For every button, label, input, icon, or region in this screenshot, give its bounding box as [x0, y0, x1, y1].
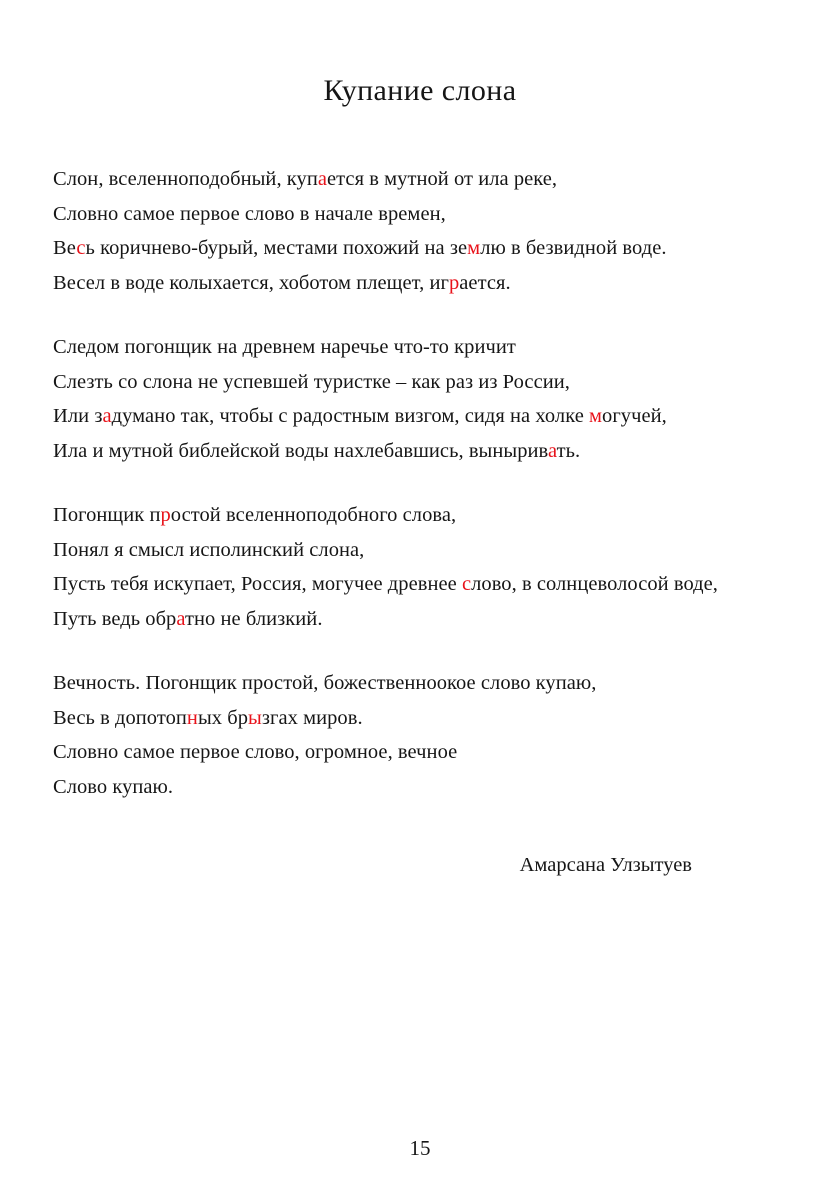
highlighted-letter: р	[448, 271, 460, 294]
highlighted-letter: а	[548, 439, 557, 462]
poem-line	[53, 602, 800, 637]
line-text: ается.	[459, 271, 511, 294]
highlighted-letter: с	[461, 573, 472, 595]
poem-stanza	[53, 162, 800, 300]
line-text: огучей,	[602, 405, 667, 427]
poem-line	[53, 365, 800, 400]
line-text: Словно самое первое слово в начале времен,	[53, 202, 446, 225]
highlighted-letter: а	[102, 405, 112, 427]
poem-line	[53, 197, 800, 232]
highlighted-letter: р	[160, 504, 171, 526]
line-text: Следом погонщик на древнем наречье что-то кричит	[53, 336, 516, 358]
poem-line	[53, 399, 800, 434]
poem-line	[53, 735, 800, 770]
poem-line	[53, 666, 800, 701]
line-text: ых бр	[197, 706, 249, 729]
highlighted-letter: а	[176, 607, 185, 630]
line-text: Слон, вселенноподобный, куп	[53, 168, 318, 190]
poem-line	[53, 701, 800, 736]
line-text: Вечность. Погонщик простой, божественноокое слово купаю,	[53, 672, 597, 694]
line-text: остой вселенноподобного слова,	[170, 504, 457, 526]
line-text: тно не близкий.	[185, 607, 323, 630]
poem-line	[53, 533, 800, 568]
highlighted-letter: а	[317, 168, 328, 190]
poem-stanza	[53, 498, 800, 636]
line-text: ется в мутной от ила реке,	[327, 168, 558, 190]
line-text: Погонщик п	[53, 504, 161, 526]
poem-stanza	[53, 330, 800, 468]
highlighted-letter: м	[467, 237, 481, 259]
page-number: 15	[409, 1136, 431, 1160]
line-text: Весел в воде колыхается, хоботом плещет, иг	[53, 271, 449, 294]
highlighted-letter: м	[589, 405, 603, 427]
line-text: Ила и мутной библейской воды нахлебавшись, вынырив	[53, 439, 548, 462]
poem-line	[53, 498, 800, 533]
line-text: ь коричнево-бурый, местами похожий на зе	[85, 237, 468, 259]
highlighted-letter: с	[76, 237, 86, 259]
poem-stanza	[53, 666, 800, 804]
line-text: Слово купаю.	[53, 775, 174, 798]
line-text: Слезть со слона не успевшей туристке – как раз из России,	[53, 370, 570, 393]
line-text: Ве	[53, 237, 77, 259]
page-title: Купание слона	[323, 74, 517, 107]
poem-body	[0, 162, 840, 804]
line-text: згах миров.	[261, 706, 363, 729]
line-text: Словно самое первое слово, огромное, вечное	[53, 741, 458, 763]
poem-author: Амарсана Улзытуев	[519, 854, 692, 876]
line-text: лю в безвидной воде.	[480, 237, 667, 259]
line-text: Весь в допотоп	[53, 706, 187, 729]
poem-line	[53, 330, 800, 365]
poem-line	[53, 231, 800, 266]
line-text: Путь ведь обр	[53, 607, 177, 630]
line-text: ть.	[556, 439, 581, 462]
poem-line	[53, 162, 800, 197]
line-text: Понял я смысл исполинский слона,	[53, 538, 365, 561]
line-text: Пусть тебя искупает, Россия, могучее древнее	[53, 573, 462, 595]
poem-line	[53, 434, 800, 469]
line-text: Или з	[53, 405, 103, 427]
poem-line	[53, 567, 800, 602]
line-text: лово, в солнцеволосой воде,	[471, 573, 718, 595]
highlighted-letter: ы	[248, 706, 262, 729]
poem-line	[53, 770, 800, 805]
poem-line	[53, 266, 800, 301]
line-text: думано так, чтобы с радостным визгом, сидя на холке	[111, 405, 590, 427]
highlighted-letter: н	[186, 706, 198, 729]
